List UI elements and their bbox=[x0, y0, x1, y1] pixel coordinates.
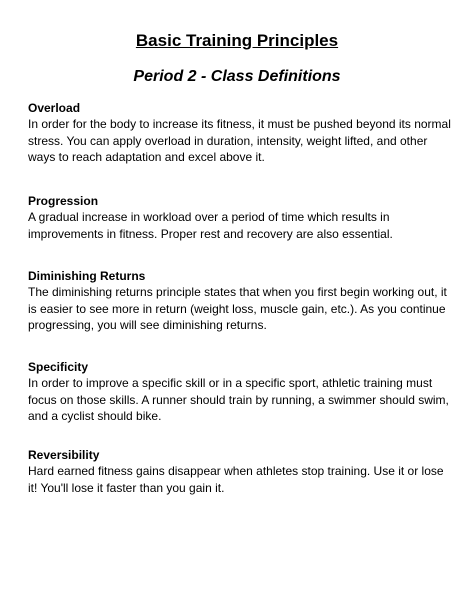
section-reversibility bbox=[28, 447, 453, 496]
section-body: Hard earned fitness gains disappear when athletes stop training. Use it or lose it! You'll lose it faster than you gain it. bbox=[28, 464, 444, 495]
section-overload bbox=[28, 100, 453, 166]
page-title: Basic Training Principles bbox=[135, 31, 339, 50]
section-diminishing-returns bbox=[28, 268, 453, 334]
page-subtitle: Period 2 - Class Definitions bbox=[133, 68, 341, 85]
section-body: In order for the body to increase its fitness, it must be pushed beyond its normal stress. You can apply overload in duration, intensity, weight lifted, and other ways to reach adaptation and excel above it. bbox=[28, 117, 451, 164]
section-progression bbox=[28, 193, 453, 242]
section-body: In order to improve a specific skill or in a specific sport, athletic training must focus on those skills. A runner should train by running, a swimmer should swim, and a cyclist should bike. bbox=[28, 376, 449, 423]
section-heading: Progression bbox=[28, 194, 99, 208]
section-body: A gradual increase in workload over a period of time which results in improvements in fitness. Proper rest and recovery are also essential. bbox=[28, 210, 393, 241]
section-specificity bbox=[28, 359, 453, 425]
section-heading: Overload bbox=[28, 101, 81, 115]
section-heading: Reversibility bbox=[28, 448, 100, 462]
section-heading: Specificity bbox=[28, 360, 89, 374]
section-body: The diminishing returns principle states that when you first begin working out, it is easier to see more in return (weight loss, muscle gain, etc.). As you continue progressing, you will see diminishing returns. bbox=[28, 285, 447, 332]
section-heading: Diminishing Returns bbox=[28, 269, 146, 283]
